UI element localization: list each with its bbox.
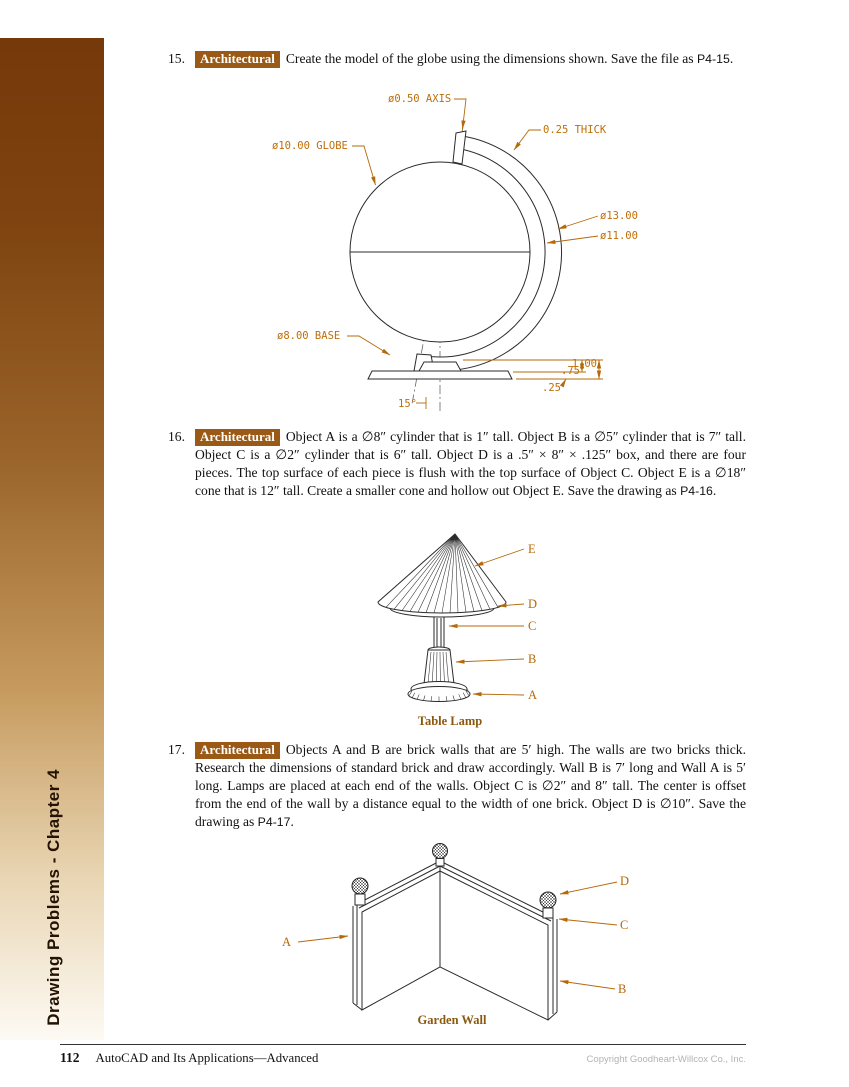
dim-globe: ø10.00 GLOBE — [272, 140, 348, 152]
lamp-shade — [378, 534, 506, 613]
callout-d: D — [620, 874, 630, 888]
sidebar-label: Drawing Problems - Chapter 4 — [44, 769, 63, 1026]
sentence-period: . — [290, 814, 294, 829]
problem-text — [195, 741, 746, 831]
dim-thick: 0.25 THICK — [543, 124, 607, 136]
callout-e: E — [528, 542, 536, 556]
dim-75: .75 — [561, 365, 580, 377]
architectural-badge: Architectural — [195, 51, 280, 68]
wall-drawing-svg — [272, 842, 642, 1032]
problem-body-text: Create the model of the globe using the dimensions shown. Save the file as — [285, 51, 697, 66]
right-lamp-post — [543, 908, 553, 918]
problem-16 — [168, 428, 746, 500]
problem-15 — [168, 50, 746, 68]
right-lamp-sphere — [540, 892, 556, 908]
globe-figure — [250, 82, 650, 432]
architectural-badge: Architectural — [195, 742, 280, 759]
sentence-period: . — [729, 51, 734, 66]
problem-body-text: Object A is a ∅8″ cylinder that is 1″ tall. Object B is a ∅5″ cylinder that is 7″ tall. Object C is a ∅2″ cylinder that is 6″ tall. Object D is a .5″ × 8″ × .125″ box, and there are four pieces. The top surface of each piece is flush with the top surface of Object C. Object E is a ∅18″ cone that is 12″ tall. Create a smaller cone and hollow out Object E. Save the drawing as — [195, 429, 746, 498]
problem-17 — [168, 741, 746, 831]
problem-number: 16. — [168, 429, 185, 444]
dim-dia11: ø11.00 — [600, 230, 638, 242]
wall-a-face — [362, 871, 440, 1010]
sentence-period: . — [712, 483, 717, 498]
page-number: 112 — [60, 1050, 80, 1065]
lamp-stem — [434, 617, 444, 650]
callout-c: C — [528, 619, 537, 633]
figure-caption: Table Lamp — [417, 714, 483, 728]
table-lamp-figure — [362, 526, 552, 736]
architectural-badge: Architectural — [195, 429, 280, 446]
garden-wall-figure — [272, 842, 642, 1037]
problem-text — [195, 50, 746, 68]
filename: P4-17 — [257, 815, 291, 829]
filename: P4-16 — [680, 484, 713, 498]
filename: P4-15 — [696, 52, 730, 66]
base-plate — [368, 371, 512, 379]
page-footer — [60, 1044, 746, 1066]
copyright-notice: Copyright Goodheart-Willcox Co., Inc. — [586, 1054, 746, 1065]
center-lamp-post — [436, 859, 444, 867]
book-title: AutoCAD and Its Applications—Advanced — [95, 1051, 319, 1065]
callout-a: A — [282, 935, 292, 949]
callout-b: B — [528, 652, 537, 666]
wall-linework — [352, 844, 557, 1021]
problem-number: 17. — [168, 742, 185, 757]
globe-linework — [350, 131, 562, 379]
problem-text — [195, 428, 746, 500]
base-hub — [419, 362, 461, 371]
callout-b: B — [618, 982, 627, 996]
dim-25: .25 — [542, 382, 561, 394]
globe-drawing-svg — [250, 82, 650, 427]
callout-a: A — [528, 688, 538, 702]
center-lamp-sphere — [433, 844, 448, 859]
lamp-linework — [378, 534, 506, 702]
problem-number: 15. — [168, 51, 185, 66]
dim-axis: ø0.50 AXIS — [388, 93, 452, 105]
left-lamp-sphere — [352, 878, 368, 894]
callout-d: D — [528, 597, 538, 611]
dim-base: ø8.00 BASE — [277, 330, 341, 342]
figure-caption: Garden Wall — [417, 1013, 487, 1027]
dim-angle: 15° — [398, 398, 417, 410]
dim-dia13: ø13.00 — [600, 210, 638, 222]
globe-axis-pin — [453, 131, 466, 164]
left-lamp-post — [355, 894, 365, 905]
problem-body-text: Objects A and B are brick walls that are 5′ high. The walls are two bricks thick. Research the dimensions of standard brick and draw accordingly. Wall B is 7′ long and Wall A is 5′ long. Lamps are placed at each end of the walls. Object C is ∅2″ and 8″ tall. The center is offset from the end of the wall by a distance equal to the width of one brick. Object D is ∅10″. Save the drawing as — [195, 742, 746, 829]
wall-b-face — [440, 871, 548, 1020]
dim-100: 1.00 — [571, 358, 597, 370]
callout-c: C — [620, 918, 629, 932]
chapter-sidebar — [0, 38, 104, 1040]
lamp-drawing-svg — [362, 526, 552, 731]
